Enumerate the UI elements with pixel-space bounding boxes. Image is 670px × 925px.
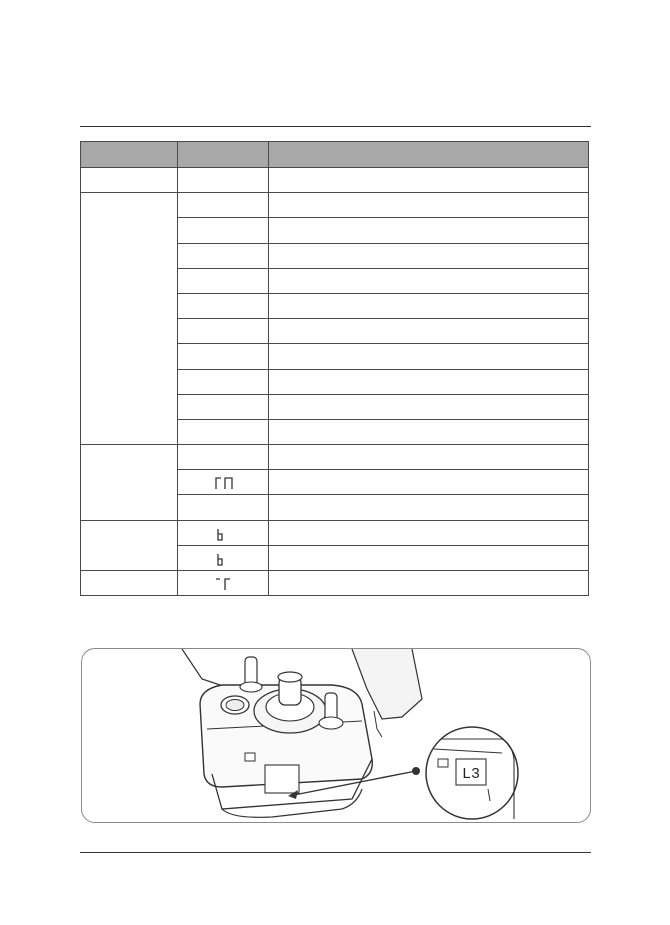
header-cell-group	[81, 142, 178, 168]
segment-code-icon	[208, 577, 238, 591]
description-cell	[269, 268, 589, 293]
code-cell	[178, 520, 269, 545]
table-row	[81, 193, 589, 218]
code-cell	[178, 419, 269, 444]
description-cell	[269, 545, 589, 570]
description-cell	[269, 293, 589, 318]
code-cell	[178, 319, 269, 344]
description-cell	[269, 369, 589, 394]
controller-illustration	[82, 649, 590, 822]
description-cell	[269, 243, 589, 268]
description-cell	[269, 470, 589, 495]
description-cell	[269, 394, 589, 419]
description-cell	[269, 445, 589, 470]
segment-code-icon	[208, 527, 238, 541]
segment-code-icon	[208, 476, 238, 490]
group-cell	[81, 168, 178, 193]
code-cell	[178, 168, 269, 193]
group-cell	[81, 520, 178, 570]
description-cell	[269, 495, 589, 520]
header-cell-description	[269, 142, 589, 168]
controller-illustration-frame	[81, 648, 591, 823]
bottom-rule	[80, 852, 591, 853]
description-cell	[269, 218, 589, 243]
description-cell	[269, 520, 589, 545]
code-cell	[178, 394, 269, 419]
table-row	[81, 168, 589, 193]
display-readout: L3	[461, 766, 481, 783]
description-cell	[269, 419, 589, 444]
group-cell	[81, 445, 178, 521]
code-cell	[178, 268, 269, 293]
group-cell	[81, 571, 178, 596]
code-cell	[178, 369, 269, 394]
code-cell	[178, 218, 269, 243]
description-cell	[269, 168, 589, 193]
table-row	[81, 571, 589, 596]
group-cell	[81, 193, 178, 445]
code-cell	[178, 344, 269, 369]
code-cell	[178, 445, 269, 470]
error-code-table	[80, 141, 589, 596]
table-header-row	[81, 142, 589, 168]
code-cell	[178, 243, 269, 268]
description-cell	[269, 571, 589, 596]
description-cell	[269, 193, 589, 218]
header-cell-code	[178, 142, 269, 168]
segment-code-icon	[208, 552, 238, 566]
code-cell	[178, 495, 269, 520]
code-cell	[178, 293, 269, 318]
code-cell	[178, 545, 269, 570]
code-cell	[178, 571, 269, 596]
code-cell	[178, 193, 269, 218]
table-row	[81, 445, 589, 470]
description-cell	[269, 319, 589, 344]
code-cell	[178, 470, 269, 495]
table-row	[81, 520, 589, 545]
top-rule	[80, 126, 591, 127]
description-cell	[269, 344, 589, 369]
